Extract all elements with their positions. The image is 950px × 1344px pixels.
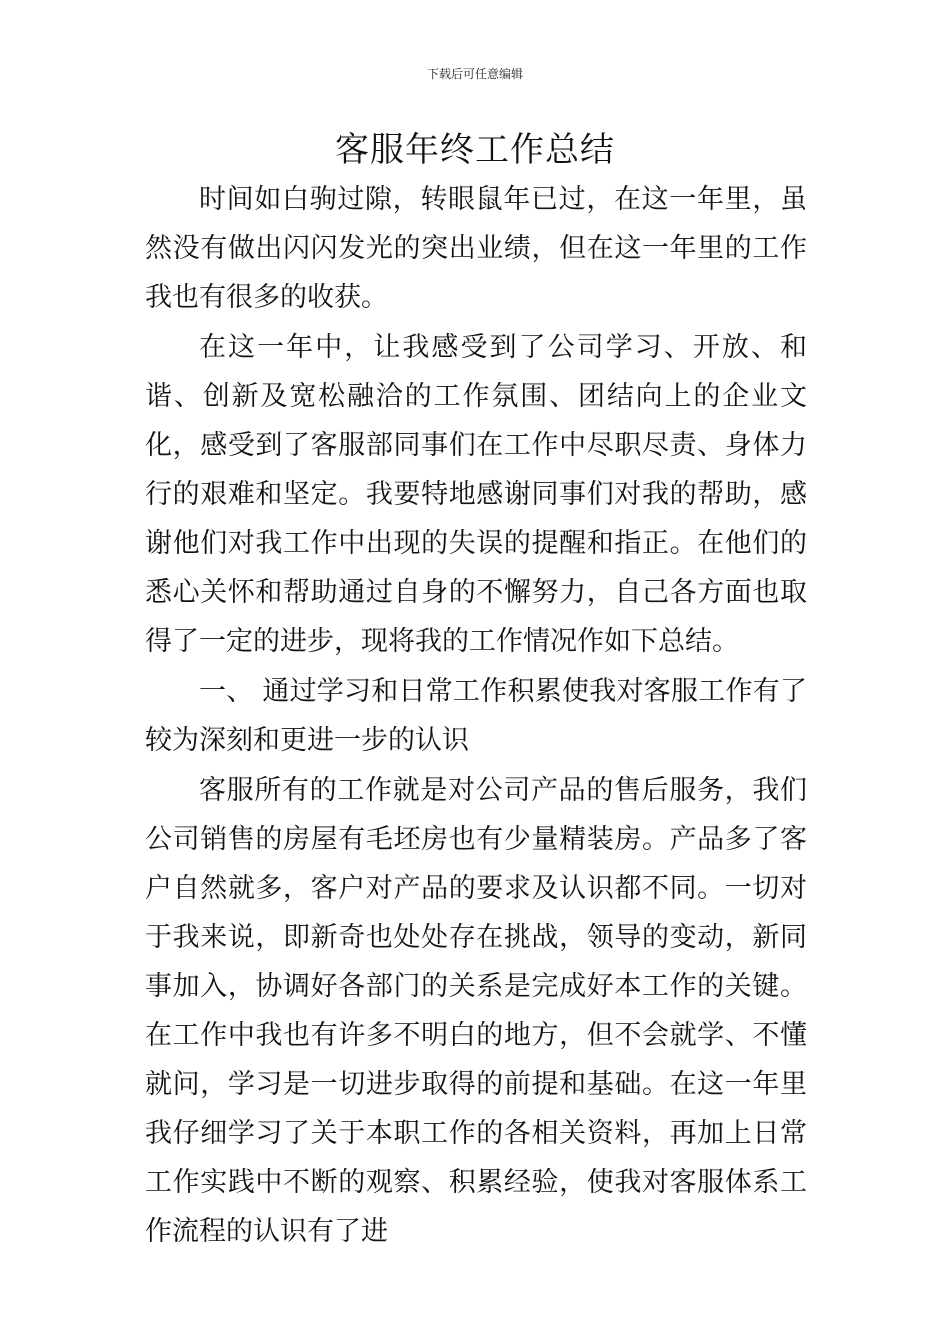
paragraph-intro: 时间如白驹过隙，转眼鼠年已过，在这一年里，虽然没有做出闪闪发光的突出业绩，但在这一年里的工作我也有很多的收获。: [145, 184, 807, 313]
document-title: 客服年终工作总结: [335, 130, 615, 170]
paragraph-gratitude: 在这一年中，让我感受到了公司学习、开放、和谐、创新及宽松融洽的工作氛围、团结向上的企业文化，感受到了客服部同事们在工作中尽职尽责、身体力行的艰难和坚定。我要特地感谢同事们对我的帮助，感谢他们对我工作中出现的失误的提醒和指正。在他们的悉心关怀和帮助通过自身的不懈努力，自己各方面也取得了一定的进步，现将我的工作情况作如下总结。: [145, 332, 807, 657]
header-note: 下载后可任意编辑: [426, 67, 523, 81]
document-body: [145, 175, 807, 1256]
paragraph-customer-service: 客服所有的工作就是对公司产品的售后服务，我们公司销售的房屋有毛坯房也有少量精装房。产品多了客户自然就多，客户对产品的要求及认识都不同。一切对于我来说，即新奇也处处存在挑战，领导的变动，新同事加入，协调好各部门的关系是完成好本工作的关键。在工作中我也有许多不明白的地方，但不会就学、不懂就问，学习是一切进步取得的前提和基础。在这一年里我仔细学习了关于本职工作的各相关资料，再加上日常工作实践中不断的观察、积累经验，使我对客服体系工作流程的认识有了进: [145, 775, 807, 1247]
section-heading-one: 一、 通过学习和日常工作积累使我对客服工作有了较为深刻和更进一步的认识: [145, 676, 807, 756]
